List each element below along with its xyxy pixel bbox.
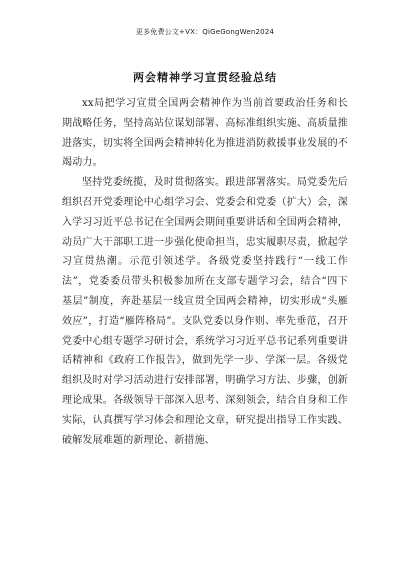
document-title: 两会精神学习宣贯经验总结 (133, 71, 277, 84)
header-note: 更多免费公文+VX：QiGeGongWen2024 (135, 28, 275, 36)
paragraph-party-leadership: 坚持党委统揽，及时贯彻落实。跟进部署落实。局党委先后组织召开党委理论中心组学习会、党委会和党委（扩大）会，深入学习习近平总书记在全国两会期间重要讲话和全国两会精神，动员广大干部职工进一步强化使命担当，忠实履职尽责，掀起学习宣贯热潮。示范引领述学。各级党委坚持践行“一线工作法”，党委委员带头积极参加所在支部专题学习会，结合“四下基层”制度，奔赴基层一线宣贯全国两会精神，切实形成“头雁效应”，打造“雁阵格局”。支队党委以身作则、率先垂范，召开党委中心组专题学习研讨会，系统学习习近平总书记系列重要讲话精神和《政府工作报告》，做到先学一步、学深一层。各级党组织及时对学习活动进行安排部署，明确学习方法、步骤，创新理论成果。各级领导干部深入思考、深刻领会，结合自身和工作实际，认真撰写学习体会和理论文章，研究提出指导工作实践、破解发展难题的新理论、新措施、 (62, 177, 348, 446)
paragraph-intro: xx局把学习宣贯全国两会精神作为当前首要政治任务和长期战略任务，坚持高站位谋划部署、高标准组织实施、高质量推进落实，切实将全国两会精神转化为推进消防救援事业发展的不竭动力。 (62, 98, 348, 169)
document-body (62, 94, 348, 450)
